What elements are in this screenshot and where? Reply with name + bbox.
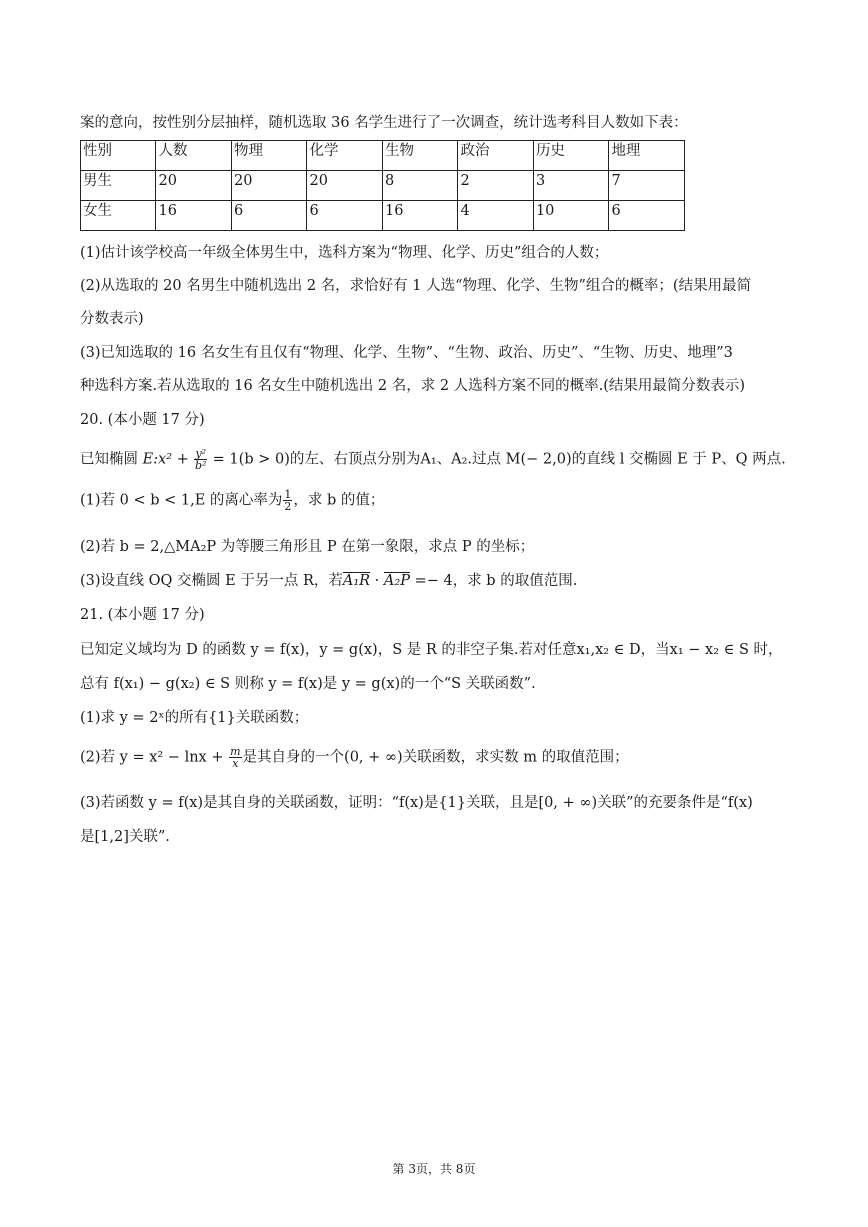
page-footer: 第 3页，共 8页 — [392, 1162, 476, 1176]
table-cell: 20 — [156, 171, 232, 201]
q20-part1 — [80, 489, 384, 512]
table-cell: 6 — [231, 201, 307, 231]
q19-part1: (1)估计该学校高一年级全体男生中，选科方案为“物理、化学、历史”组合的人数； — [80, 245, 609, 261]
table-cell: 10 — [533, 201, 609, 231]
q21-part2-suffix: 是其自身的一个(0, + ∞)关联函数，求实数 m 的取值范围； — [242, 749, 629, 766]
q20-part3 — [80, 571, 577, 591]
fraction-numerator: 1 — [284, 488, 292, 501]
vector-a2p: A₂P — [383, 573, 410, 589]
q21-part2 — [80, 746, 629, 769]
fraction-denominator: b² — [195, 459, 207, 472]
dot-operator: · — [370, 573, 384, 589]
q20-part1-fraction — [283, 489, 292, 512]
q19-part2-line1: (2)从选取的 20 名男生中随机选出 2 名，求恰好有 1 人选“物理、化学、生物”组合的概率；(结果用最简 — [80, 278, 752, 294]
q19-part3-line1: (3)已知选取的 16 名女生有且仅有“物理、化学、生物”、“生物、政治、历史”、“生物、历史、地理”3 — [80, 345, 733, 361]
q21-part1: (1)求 y = 2ˣ的所有{1}关联函数； — [80, 710, 309, 726]
table-header-row — [81, 141, 685, 171]
table-row — [81, 201, 685, 231]
q20-part1-suffix: ，求 b 的值； — [293, 492, 385, 509]
fraction-numerator: m — [230, 745, 241, 758]
fraction-denominator: 2 — [284, 500, 292, 513]
q20-stem — [80, 448, 786, 471]
q20-stem-fraction — [194, 448, 207, 471]
q20-stem-prefix: 已知椭圆 — [80, 451, 143, 468]
table-header-cell: 化学 — [307, 141, 383, 171]
q20-part3-suffix: =− 4，求 b 的取值范围. — [409, 573, 578, 589]
intro-line: 案的意向，按性别分层抽样，随机选取 36 名学生进行了一次调查，统计选考科目人数如下表： — [80, 115, 688, 131]
q20-part3-prefix: (3)设直线 OQ 交椭圆 E 于另一点 R，若 — [80, 573, 343, 589]
table-header-cell: 政治 — [458, 141, 533, 171]
table-cell: 20 — [307, 171, 383, 201]
table-header-cell: 生物 — [382, 141, 458, 171]
table-cell: 女生 — [81, 201, 156, 231]
table-cell: 16 — [156, 201, 232, 231]
q20-part1-prefix: (1)若 0 < b < 1,E 的离心率为 — [80, 492, 283, 509]
table-cell: 8 — [382, 171, 458, 201]
table-cell: 2 — [458, 171, 533, 201]
survey-table — [80, 140, 685, 231]
table-cell: 4 — [458, 201, 533, 231]
q19-part2-line2: 分数表示) — [80, 311, 144, 327]
q20-title: 20. (本小题 17 分) — [80, 412, 205, 428]
table-cell: 6 — [609, 201, 685, 231]
q21-stem-line2: 总有 f(x₁) − g(x₂) ∈ S 则称 y = f(x)是 y = g(x)的一个“S 关联函数”. — [80, 676, 536, 692]
table-cell: 3 — [533, 171, 609, 201]
vector-a1r: A₁R — [342, 573, 371, 589]
table-cell: 16 — [382, 201, 458, 231]
fraction-numerator: y² — [195, 447, 207, 460]
table-header-cell: 地理 — [609, 141, 685, 171]
table-cell: 7 — [609, 171, 685, 201]
table-cell: 20 — [231, 171, 307, 201]
q20-part2: (2)若 b = 2,△MA₂P 为等腰三角形且 P 在第一象限，求点 P 的坐标； — [80, 539, 535, 555]
q21-part2-prefix: (2)若 y = x² − lnx + — [80, 749, 229, 766]
q19-part3-line2: 种选科方案.若从选取的 16 名女生中随机选出 2 名，求 2 人选科方案不同的概率.(结果用最简分数表示) — [80, 378, 746, 394]
q20-stem-equation: E:x² + — [142, 451, 194, 468]
fraction-denominator: x — [232, 757, 239, 770]
table-row — [81, 171, 685, 201]
table-cell: 6 — [307, 201, 383, 231]
table-cell: 男生 — [81, 171, 156, 201]
table-header-cell: 历史 — [533, 141, 609, 171]
q21-part2-fraction — [229, 746, 241, 769]
q21-part3-line2: 是[1,2]关联”. — [80, 829, 170, 845]
table-header-cell: 物理 — [231, 141, 307, 171]
q21-stem-line1: 已知定义域均为 D 的函数 y = f(x)，y = g(x)，S 是 R 的非空子集.若对任意x₁,x₂ ∈ D，当x₁ − x₂ ∈ S 时， — [80, 642, 783, 658]
q20-stem-suffix: = 1(b > 0)的左、右顶点分别为A₁、A₂.过点 M(− 2,0)的直线 l 交椭圆 E 于 P、Q 两点. — [208, 451, 786, 468]
table-header-cell: 性别 — [81, 141, 156, 171]
q21-part3-line1: (3)若函数 y = f(x)是其自身的关联函数，证明：“f(x)是{1}关联，且是[0, + ∞)关联”的充要条件是“f(x) — [80, 795, 753, 811]
table-header-cell: 人数 — [156, 141, 232, 171]
q21-title: 21. (本小题 17 分) — [80, 607, 205, 623]
